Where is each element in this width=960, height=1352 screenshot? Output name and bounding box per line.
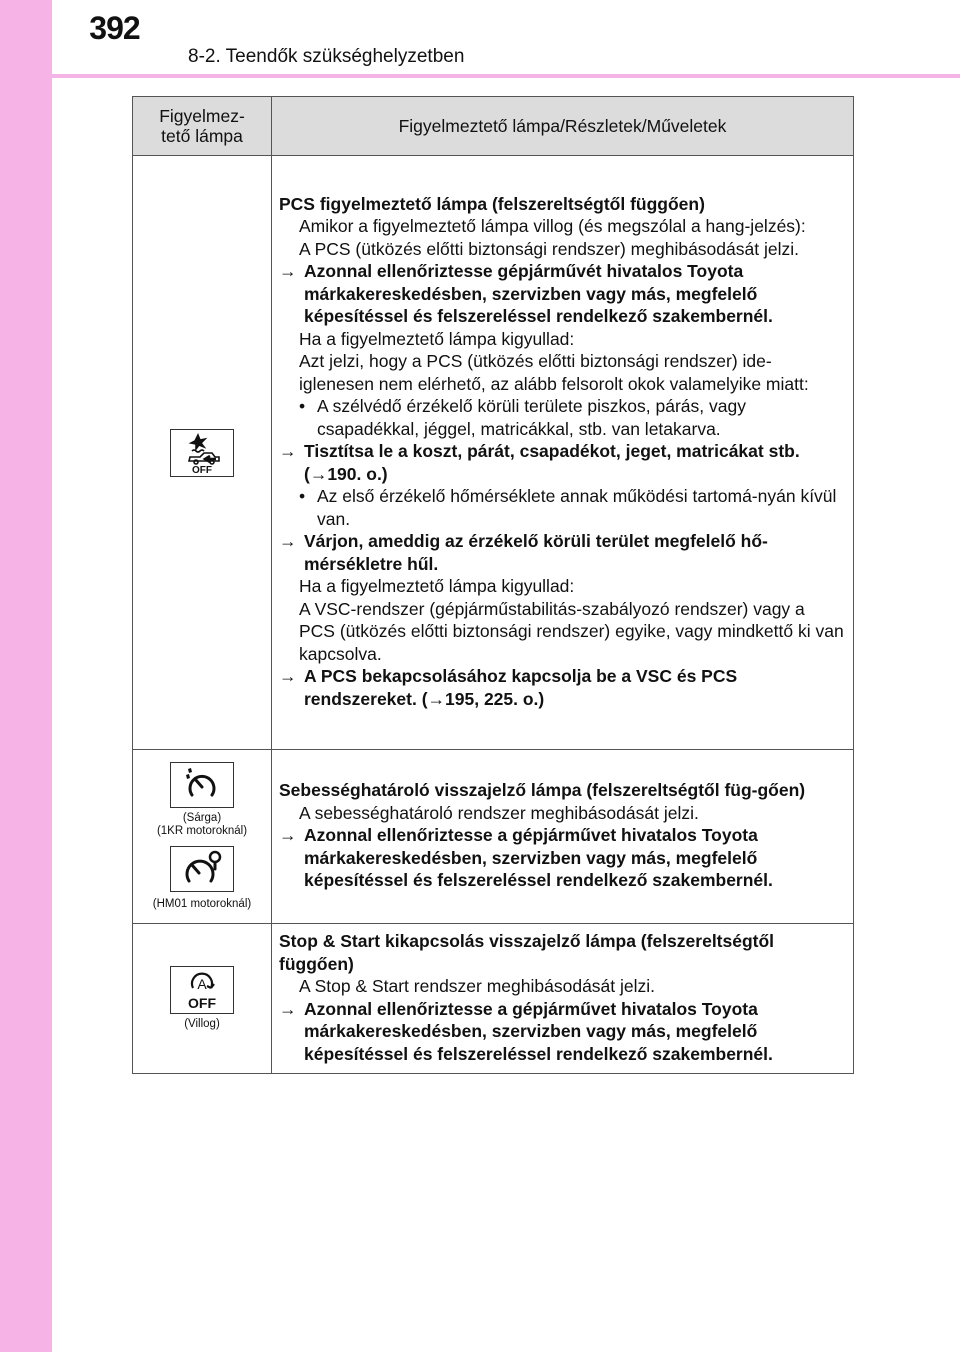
bullet-glyph: • [299,396,306,417]
arrow-glyph: → [279,261,297,282]
column-header-lamp [133,97,272,156]
stop-start-action-text: Azonnal ellenőriztesse a gépjárművet hivatalos Toyota márkakereskedésben, szervizben vagy más, megfelelő képesítéssel és felszereléssel rendelkező szakembernél. [304,998,773,1064]
stop-start-action [279,998,845,1066]
speed-limiter-hm01-caption: (HM01 motoroknál) [152,898,252,910]
pcs-off-icon [170,429,234,477]
arrow-glyph: → [279,666,297,687]
table-row [133,750,854,924]
pcs-action-4 [279,665,845,710]
stop-start-title: Stop & Start kikapcsolás visszajelző lámpa (felszereltségtől függően) [279,931,775,974]
side-tab-strip [0,0,52,1352]
speed-limiter-title: Sebességhatároló visszajelző lámpa (felszereltségtől füg-gően) [279,780,806,801]
stop-start-details-cell [272,924,854,1074]
svg-text:A: A [197,976,207,992]
pcs-action-3-text: Várjon, ameddig az érzékelő körüli terület megfelelő hő-mérsékletre hűl. [304,531,768,574]
pcs-line-6: A VSC-rendszer (gépjárműstabilitás-szabályozó rendszer) vagy a PCS (ütközés előtti biztonsági rendszer) egyike, vagy mindkettő ki van kapcsolva. [299,598,844,664]
pcs-action-4-text: A PCS bekapcsolásához kapcsolja be a VSC és PCS rendszereket. (→195, 225. o.) [304,666,738,709]
pcs-action-3 [279,530,845,575]
pcs-action-2 [279,440,845,485]
column-header-lamp-text: Figyelmez- tető lámpa [159,106,245,146]
pcs-action-2-text: Tisztítsa le a koszt, párát, csapadékot, jeget, matricákat stb. (→190. o.) [304,441,800,484]
icon-cell [133,750,272,924]
stop-start-line-1: A Stop & Start rendszer meghibásodását jelzi. [299,976,656,996]
table-row [133,924,854,1074]
speed-limiter-hm01-icon [170,846,234,892]
bullet-glyph: • [299,486,306,507]
speed-limiter-action-text: Azonnal ellenőriztesse a gépjárművet hivatalos Toyota márkakereskedésben, szervizben vagy más, megfelelő képesítéssel és felszereléssel rendelkező szakembernél. [304,825,773,891]
stop-start-caption: (Villog) [184,1018,220,1030]
pcs-bullet-1-text: A szélvédő érzékelő körüli területe piszkos, párás, vagy csapadékkal, jéggel, matricákkal, stb. van letakarva. [317,396,746,439]
pcs-bullet-2 [279,485,845,530]
pcs-bullet-2-text: Az első érzékelő hőmérséklete annak működési tartomá-nyán kívül van. [317,486,837,529]
pcs-line-1: Amikor a figyelmeztető lámpa villog (és megszólal a hang-jelzés): [299,216,806,237]
icon-cell [133,156,272,750]
pcs-title: PCS figyelmeztető lámpa (felszereltségtől függően) [279,193,705,214]
column-header-details [272,97,854,156]
column-header-details-text: Figyelmeztető lámpa/Részletek/Műveletek [398,116,727,136]
table-header-row [133,97,854,156]
speed-limiter-action [279,824,845,892]
icon-cell [133,924,272,1074]
arrow-glyph: → [279,998,297,1019]
pcs-action-1 [279,260,845,328]
pcs-details-cell [272,156,854,750]
pcs-off-icon-text: OFF [192,464,212,475]
pcs-line-3: Ha a figyelmeztető lámpa kigyullad: [299,328,575,349]
page-header [52,0,960,80]
page-number: 392 [89,10,140,46]
speed-limiter-1kr-caption: (Sárga) (1KR motoroknál) [156,812,248,837]
speed-limiter-1kr-icon [170,762,234,808]
pcs-action-1-text: Azonnal ellenőriztesse gépjárművét hivatalos Toyota márkakereskedésben, szervizben vagy más, megfelelő képesítéssel és felszereléssel rendelkező szakembernél. [304,261,773,327]
arrow-glyph: → [279,531,297,552]
header-rule [52,74,960,78]
arrow-glyph: → [279,825,297,846]
stop-start-off-icon [170,966,234,1014]
pcs-bullet-1 [279,395,845,440]
table-row [133,156,854,750]
section-title: 8-2. Teendők szükséghelyzetben [188,46,465,67]
warning-light-table [132,96,854,1074]
pcs-line-5: Ha a figyelmeztető lámpa kigyullad: [299,576,575,597]
stop-start-off-icon-text: OFF [188,995,216,1011]
speed-limiter-line-1: A sebességhatároló rendszer meghibásodását jelzi. [299,802,699,823]
speed-limiter-details-cell [272,750,854,924]
pcs-line-2: A PCS (ütközés előtti biztonsági rendszer) meghibásodását jelzi. [299,238,799,259]
arrow-glyph: → [279,441,297,462]
pcs-line-4: Azt jelzi, hogy a PCS (ütközés előtti biztonsági rendszer) ide-iglenesen nem elérhető, az alább felsorolt okok valamelyike miatt: [299,351,809,394]
